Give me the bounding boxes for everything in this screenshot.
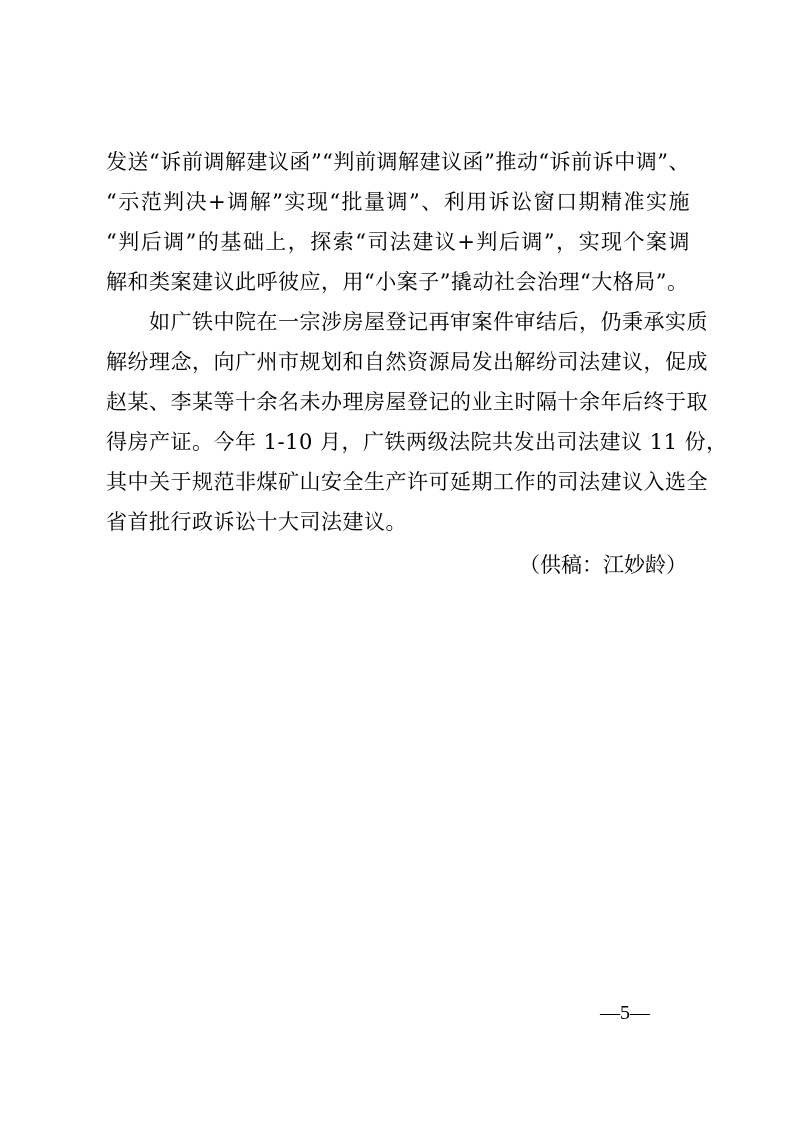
paragraph-2-line-1: 如广铁中院在一宗涉房屋登记再审案件审结后，仍秉承实质 xyxy=(106,310,708,334)
paragraph-2-line-2: 解纷理念，向广州市规划和自然资源局发出解纷司法建议，促成 xyxy=(106,350,708,374)
paragraph-1-line-2: “示范判决+调解”实现“批量调”、利用诉讼窗口期精准实施 xyxy=(106,190,690,214)
paragraph-1-line-4: 解和类案建议此呼彼应，用“小案子”撬动社会治理“大格局”。 xyxy=(106,270,689,294)
paragraph-2-line-6: 省首批行政诉讼十大司法建议。 xyxy=(106,510,407,534)
author-credit: （供稿：江妙龄） xyxy=(519,553,687,577)
paragraph-2-line-3: 赵某、李某等十余名未办理房屋登记的业主时隔十余年后终于取 xyxy=(106,390,708,414)
paragraph-2-line-5: 其中关于规范非煤矿山安全生产许可延期工作的司法建议入选全 xyxy=(106,470,708,494)
body-text xyxy=(106,142,728,542)
paragraph-2-line-4: 得房产证。今年 1-10 月，广铁两级法院共发出司法建议 11 份， xyxy=(106,430,728,454)
page-number: —5— xyxy=(600,1002,650,1024)
paragraph-1-line-3: “判后调”的基础上，探索“司法建议+判后调”，实现个案调 xyxy=(106,230,690,254)
paragraph-1-line-1: 发送“诉前调解建议函”“判前调解建议函”推动“诉前诉中调”、 xyxy=(106,150,690,174)
